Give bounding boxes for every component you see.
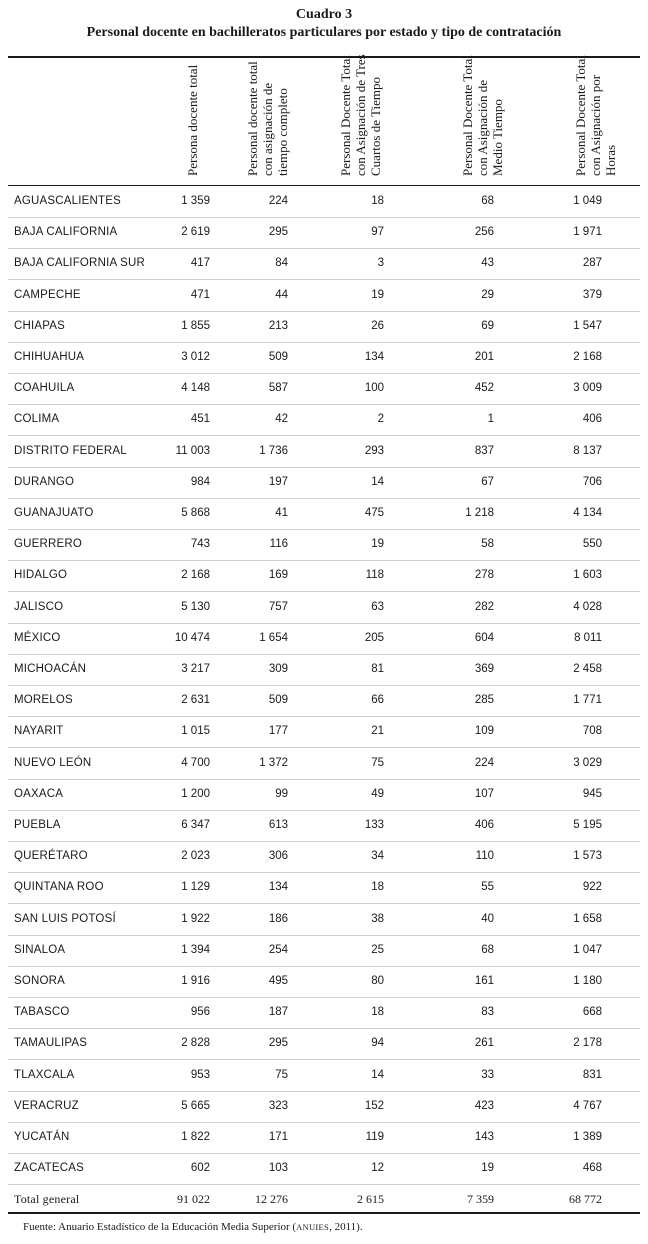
value-cell: 187 <box>268 1006 288 1019</box>
table-row <box>8 779 640 811</box>
value-cell: 171 <box>268 1131 288 1143</box>
value-cell: 1 180 <box>573 975 602 987</box>
value-cell: 1 658 <box>573 912 602 925</box>
value-cell: 5 195 <box>573 819 602 831</box>
value-cell: 2 458 <box>573 663 602 675</box>
header-total-staff <box>185 58 223 184</box>
value-cell: 668 <box>582 1006 602 1019</box>
value-cell: 1 047 <box>573 943 602 956</box>
table-row <box>8 373 640 405</box>
value-cell: 80 <box>371 975 384 987</box>
value-cell: 107 <box>474 787 494 800</box>
table-row <box>8 1153 640 1185</box>
state-name: TLAXCALA <box>14 1068 75 1081</box>
value-cell: 81 <box>371 663 384 675</box>
value-cell: 119 <box>365 1131 384 1143</box>
value-cell: 1 603 <box>573 569 602 582</box>
value-cell: 49 <box>371 787 384 800</box>
value-cell: 1 916 <box>181 975 210 987</box>
value-cell: 7 359 <box>467 1192 494 1207</box>
source-suffix: , 2011). <box>329 1221 363 1233</box>
value-cell: 295 <box>268 226 288 239</box>
value-cell: 41 <box>275 507 288 519</box>
state-name: TABASCO <box>14 1006 70 1019</box>
value-cell: 75 <box>371 756 384 769</box>
table-row <box>8 966 640 998</box>
value-cell: 708 <box>582 725 602 738</box>
value-cell: 152 <box>364 1099 384 1112</box>
value-cell: 3 012 <box>181 351 210 363</box>
value-cell: 197 <box>268 475 288 488</box>
value-cell: 613 <box>268 819 288 831</box>
state-name: AGUASCALIENTES <box>14 195 121 207</box>
table-row <box>8 654 640 686</box>
value-cell: 3 009 <box>573 382 602 395</box>
value-cell: 406 <box>582 413 602 426</box>
value-cell: 5 130 <box>181 600 210 613</box>
source-note <box>23 1221 363 1233</box>
value-cell: 33 <box>481 1068 494 1081</box>
value-cell: 4 028 <box>573 600 602 613</box>
value-cell: 224 <box>474 756 494 769</box>
value-cell: 1 372 <box>259 756 288 769</box>
table-row <box>8 872 640 904</box>
table-row <box>8 560 640 592</box>
value-cell: 201 <box>474 351 494 363</box>
value-cell: 66 <box>371 694 384 707</box>
table-row <box>8 217 640 249</box>
value-cell: 309 <box>268 663 288 675</box>
state-name: COLIMA <box>14 413 60 426</box>
state-name: BAJA CALIFORNIA <box>14 226 118 239</box>
value-cell: 1 394 <box>181 943 210 956</box>
state-name: PUEBLA <box>14 819 61 831</box>
table-row <box>8 498 640 530</box>
value-cell: 1 218 <box>465 507 494 519</box>
value-cell: 100 <box>364 382 384 395</box>
value-cell: 369 <box>474 663 494 675</box>
value-cell: 4 767 <box>573 1099 602 1112</box>
value-cell: 1 654 <box>259 631 288 644</box>
state-name: QUINTANA ROO <box>14 881 104 894</box>
total-row <box>8 1184 640 1215</box>
value-cell: 956 <box>190 1006 210 1019</box>
top-rule <box>8 56 640 58</box>
value-cell: 110 <box>475 850 494 863</box>
table-row <box>8 716 640 748</box>
value-cell: 134 <box>364 351 384 363</box>
value-cell: 25 <box>371 943 384 956</box>
value-cell: 1 049 <box>573 195 602 207</box>
table-number: Cuadro 3 <box>295 7 353 22</box>
value-cell: 278 <box>474 569 494 582</box>
value-cell: 97 <box>371 226 384 239</box>
value-cell: 4 134 <box>573 507 602 519</box>
value-cell: 177 <box>268 725 288 738</box>
table-row <box>8 311 640 343</box>
value-cell: 323 <box>268 1099 288 1112</box>
state-name: DISTRITO FEDERAL <box>14 444 127 457</box>
value-cell: 256 <box>474 226 494 239</box>
value-cell: 1 573 <box>573 850 602 863</box>
value-cell: 831 <box>582 1068 602 1081</box>
value-cell: 306 <box>268 850 288 863</box>
value-cell: 602 <box>190 1162 210 1175</box>
value-cell: 379 <box>582 288 602 301</box>
value-cell: 295 <box>268 1037 288 1050</box>
value-cell: 2 178 <box>573 1037 602 1050</box>
value-cell: 2 168 <box>573 351 602 363</box>
value-cell: 2 023 <box>181 850 210 863</box>
value-cell: 6 347 <box>181 819 210 831</box>
value-cell: 43 <box>481 257 494 270</box>
value-cell: 254 <box>268 943 288 956</box>
value-cell: 68 <box>481 195 494 207</box>
value-cell: 4 700 <box>181 756 210 769</box>
value-cell: 12 <box>371 1162 384 1175</box>
value-cell: 18 <box>371 195 384 207</box>
value-cell: 63 <box>371 600 384 613</box>
value-cell: 953 <box>190 1068 210 1081</box>
state-name: SINALOA <box>14 943 66 956</box>
value-cell: 224 <box>268 195 288 207</box>
value-cell: 11 003 <box>175 444 210 457</box>
table-row <box>8 592 640 624</box>
table-row <box>8 810 640 842</box>
value-cell: 34 <box>371 850 384 863</box>
value-cell: 68 <box>481 943 494 956</box>
value-cell: 1 389 <box>573 1131 602 1143</box>
value-cell: 55 <box>481 881 494 894</box>
header-total-staff-label: Persona docente total <box>185 64 200 176</box>
value-cell: 161 <box>474 975 494 987</box>
value-cell: 743 <box>190 538 210 551</box>
value-cell: 14 <box>371 475 384 488</box>
value-cell: 21 <box>371 725 384 738</box>
value-cell: 19 <box>481 1162 494 1175</box>
state-name: CHIAPAS <box>14 319 66 332</box>
value-cell: 103 <box>268 1162 288 1175</box>
header-by-hours-label: Personal Docente Total con Asignación por Horas <box>573 55 618 176</box>
table-row <box>8 529 640 561</box>
table-row <box>8 841 640 873</box>
value-cell: 5 868 <box>181 507 210 519</box>
table-row <box>8 685 640 717</box>
value-cell: 3 <box>377 257 384 270</box>
value-cell: 116 <box>269 538 288 551</box>
value-cell: 94 <box>371 1037 384 1050</box>
value-cell: 8 137 <box>573 444 602 457</box>
value-cell: 19 <box>371 538 384 551</box>
source-org: ANUIES <box>296 1222 330 1232</box>
value-cell: 143 <box>474 1131 494 1143</box>
header-three-quarter-time <box>338 54 422 184</box>
header-full-time <box>245 58 313 184</box>
value-cell: 287 <box>582 257 602 270</box>
value-cell: 29 <box>481 288 494 301</box>
state-name: SONORA <box>14 975 66 987</box>
value-cell: 757 <box>268 600 288 613</box>
value-cell: 4 148 <box>181 382 210 395</box>
value-cell: 406 <box>474 819 494 831</box>
table-row <box>8 904 640 936</box>
header-half-time <box>460 55 528 184</box>
state-name: CHIHUAHUA <box>14 351 85 363</box>
state-name: SAN LUIS POTOSÍ <box>14 912 116 925</box>
value-cell: 84 <box>275 257 288 270</box>
value-cell: 99 <box>275 787 288 800</box>
table-row <box>8 1122 640 1154</box>
state-name: DURANGO <box>14 475 75 488</box>
state-name: HIDALGO <box>14 569 68 582</box>
value-cell: 67 <box>481 475 494 488</box>
table-row <box>8 248 640 280</box>
value-cell: 91 022 <box>177 1192 210 1207</box>
value-cell: 471 <box>190 288 210 301</box>
table-row <box>8 748 640 780</box>
value-cell: 495 <box>268 975 288 987</box>
header-full-time-label: Personal docente total con asignación de tiempo completo <box>245 61 290 176</box>
value-cell: 2 619 <box>181 226 210 239</box>
value-cell: 18 <box>371 1006 384 1019</box>
value-cell: 1 129 <box>181 881 210 894</box>
state-name: MICHOACÁN <box>14 663 87 675</box>
value-cell: 1 771 <box>573 694 602 707</box>
value-cell: 706 <box>582 475 602 488</box>
value-cell: 475 <box>364 507 384 519</box>
value-cell: 922 <box>582 881 602 894</box>
header-by-hours <box>573 55 635 184</box>
header-three-quarter-time-label: Personal Docente Total con Asignación de Tres Cuartos de Tiempo <box>338 54 383 176</box>
value-cell: 2 631 <box>181 694 210 707</box>
value-cell: 1 <box>487 413 494 426</box>
value-cell: 945 <box>582 787 602 800</box>
value-cell: 1 855 <box>181 319 210 332</box>
value-cell: 1 922 <box>181 912 210 925</box>
state-name: ZACATECAS <box>14 1162 84 1175</box>
value-cell: 509 <box>268 351 288 363</box>
table-row <box>8 404 640 436</box>
value-cell: 134 <box>268 881 288 894</box>
state-name: VERACRUZ <box>14 1099 79 1112</box>
value-cell: 169 <box>268 569 288 582</box>
table-row <box>8 1028 640 1060</box>
value-cell: 468 <box>582 1162 602 1175</box>
value-cell: 509 <box>268 694 288 707</box>
value-cell: 133 <box>364 819 384 831</box>
state-name: GUANAJUATO <box>14 507 94 519</box>
value-cell: 285 <box>474 694 494 707</box>
table-row <box>8 280 640 312</box>
value-cell: 186 <box>268 912 288 925</box>
value-cell: 984 <box>190 475 210 488</box>
value-cell: 42 <box>275 413 288 426</box>
value-cell: 2 <box>377 413 384 426</box>
state-name: NAYARIT <box>14 725 64 738</box>
value-cell: 75 <box>275 1068 288 1081</box>
value-cell: 604 <box>474 631 494 644</box>
value-cell: 1 547 <box>573 319 602 332</box>
value-cell: 118 <box>365 569 384 582</box>
value-cell: 68 772 <box>569 1192 602 1207</box>
header-half-time-label: Personal Docente Total con Asignación de Medio Tiempo <box>460 55 505 176</box>
value-cell: 1 971 <box>573 226 602 239</box>
table-title: Personal docente en bachilleratos particulares por estado y tipo de contratación <box>86 25 562 40</box>
bottom-rule <box>8 1212 640 1214</box>
table-row <box>8 436 640 468</box>
state-name: TAMAULIPAS <box>14 1037 88 1050</box>
state-name: MÉXICO <box>14 631 61 644</box>
value-cell: 261 <box>474 1037 494 1050</box>
value-cell: 1 822 <box>181 1131 210 1143</box>
state-name: NUEVO LEÓN <box>14 756 92 769</box>
value-cell: 282 <box>474 600 494 613</box>
state-name: OAXACA <box>14 787 64 800</box>
value-cell: 26 <box>371 319 384 332</box>
value-cell: 83 <box>481 1006 494 1019</box>
state-name: GUERRERO <box>14 538 83 551</box>
state-name: COAHUILA <box>14 382 75 395</box>
value-cell: 213 <box>268 319 288 332</box>
value-cell: 587 <box>268 382 288 395</box>
table-row <box>8 935 640 967</box>
value-cell: 8 011 <box>574 631 602 644</box>
value-cell: 423 <box>474 1099 494 1112</box>
value-cell: 58 <box>481 538 494 551</box>
state-name: QUERÉTARO <box>14 850 88 863</box>
value-cell: 5 665 <box>181 1099 210 1112</box>
state-name: JALISCO <box>14 600 64 613</box>
value-cell: 2 615 <box>357 1192 384 1207</box>
table-row <box>8 1060 640 1092</box>
table-row <box>8 342 640 374</box>
value-cell: 837 <box>474 444 494 457</box>
value-cell: 1 359 <box>181 195 210 207</box>
value-cell: 3 217 <box>181 663 210 675</box>
value-cell: 417 <box>190 257 210 270</box>
state-name: MORELOS <box>14 694 73 707</box>
value-cell: 40 <box>481 912 494 925</box>
value-cell: 38 <box>371 912 384 925</box>
value-cell: 2 168 <box>181 569 210 582</box>
value-cell: 452 <box>474 382 494 395</box>
state-name: YUCATÁN <box>14 1131 70 1143</box>
source-prefix: Fuente: Anuario Estadístico de la Educación Media Superior ( <box>23 1221 297 1233</box>
value-cell: 550 <box>582 538 602 551</box>
value-cell: 18 <box>371 881 384 894</box>
value-cell: 12 276 <box>255 1192 288 1207</box>
state-name: BAJA CALIFORNIA SUR <box>14 257 145 270</box>
value-cell: 3 029 <box>573 756 602 769</box>
value-cell: 1 200 <box>181 787 210 800</box>
total-label: Total general <box>14 1192 80 1207</box>
value-cell: 205 <box>364 631 384 644</box>
value-cell: 1 736 <box>259 444 288 457</box>
value-cell: 1 015 <box>181 725 210 738</box>
value-cell: 10 474 <box>174 631 210 644</box>
table-row <box>8 1091 640 1123</box>
value-cell: 69 <box>481 319 494 332</box>
value-cell: 109 <box>474 725 494 738</box>
value-cell: 451 <box>190 413 210 426</box>
table-row <box>8 186 640 218</box>
table-row <box>8 467 640 499</box>
table-row <box>8 623 640 655</box>
value-cell: 2 828 <box>181 1037 210 1050</box>
state-name: CAMPECHE <box>14 288 81 301</box>
table-row <box>8 997 640 1029</box>
value-cell: 14 <box>371 1068 384 1081</box>
value-cell: 19 <box>371 288 384 301</box>
value-cell: 293 <box>364 444 384 457</box>
value-cell: 44 <box>275 288 288 301</box>
